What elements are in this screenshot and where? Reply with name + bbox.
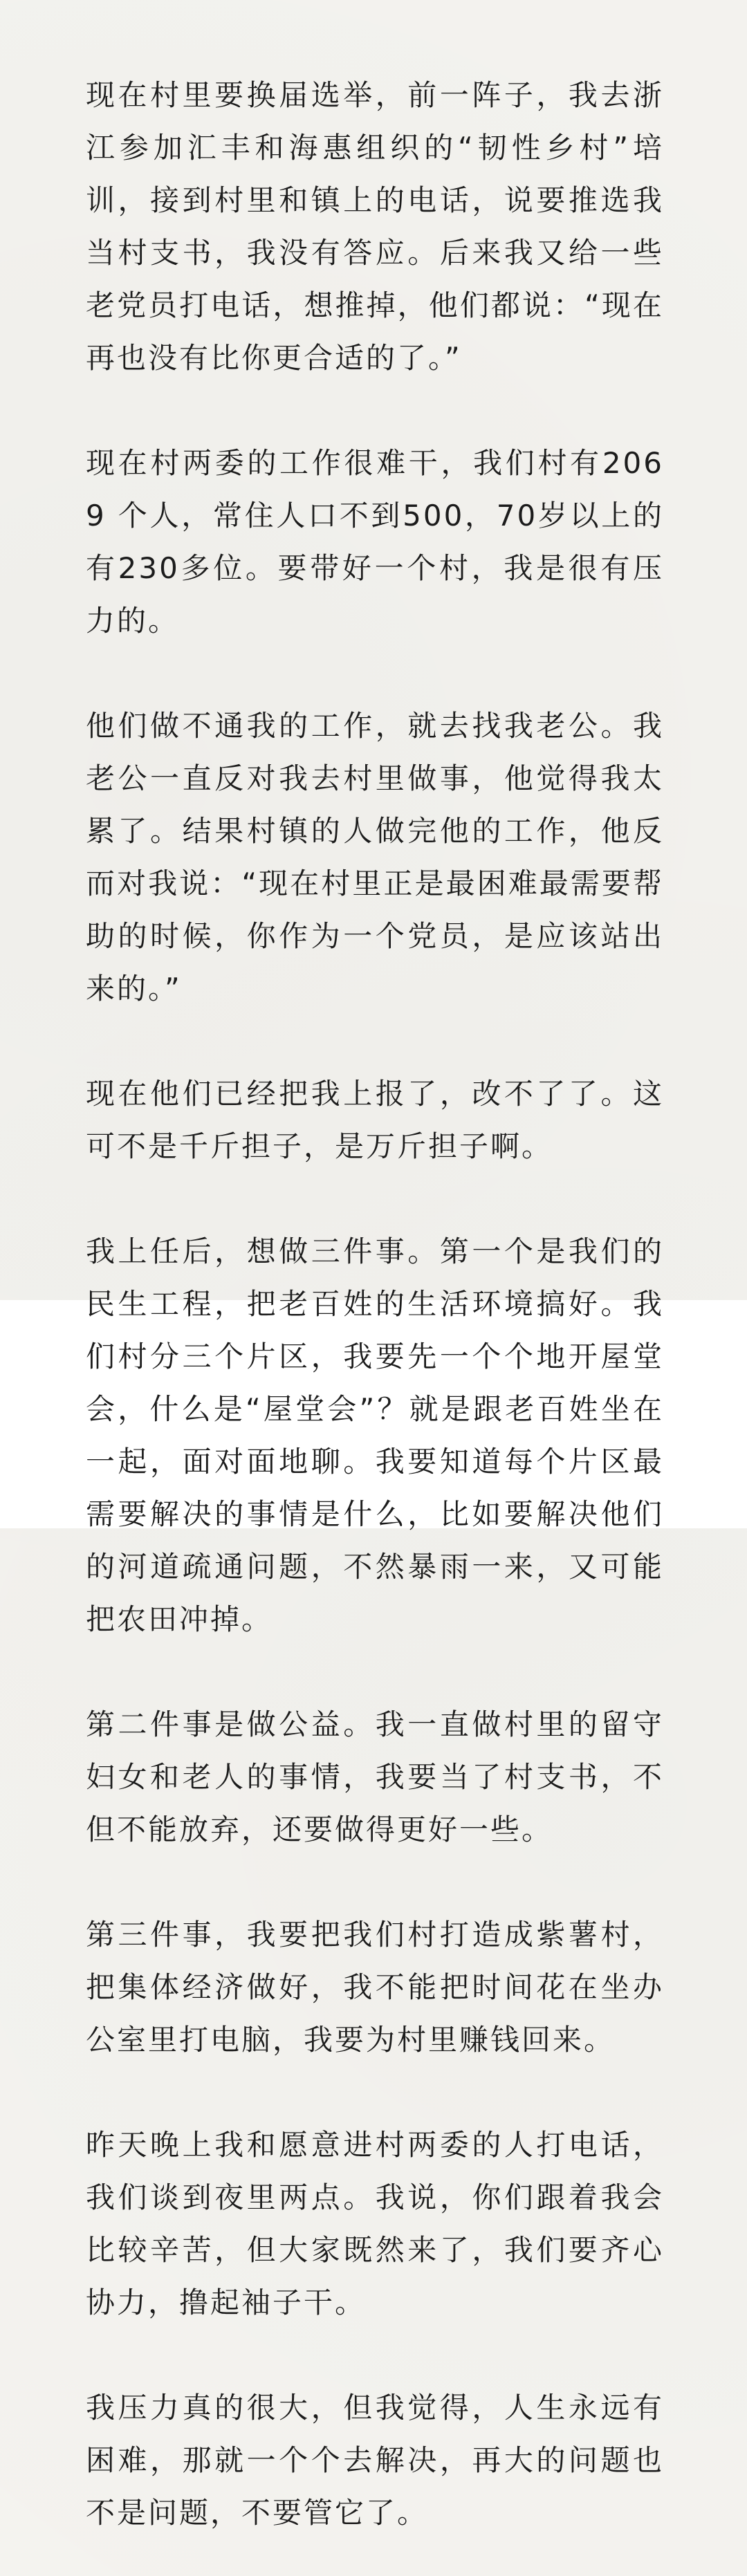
paragraph: 我上任后，想做三件事。第一个是我们的民生工程，把老百姓的生活环境搞好。我们村分三个片区，我要先一个个地开屋堂会，什么是“屋堂会”？就是跟老百姓坐在一起，面对面地聊。我要知道每个片区最需要解决的事情是什么，比如要解决他们的河道疏通问题，不然暴雨一来，又可能把农田冲掉。 bbox=[86, 1234, 664, 1636]
paragraph: 现在村里要换届选举，前一阵子，我去浙江参加汇丰和海惠组织的“韧性乡村”培训，接到村里和镇上的电话，说要推选我当村支书，我没有答应。后来我又给一些老党员打电话，想推掉，他们都说：“现在再也没有比你更合适的了。” bbox=[86, 78, 664, 375]
article-body bbox=[86, 69, 664, 2539]
paragraph: 第三件事，我要把我们村打造成紫薯村，把集体经济做好，我不能把时间花在坐办公室里打电脑，我要为村里赚钱回来。 bbox=[86, 1918, 664, 2057]
paragraph: 现在村两委的工作很难干，我们村有2069 个人，常住人口不到500，70岁以上的有230多位。要带好一个村，我是很有压力的。 bbox=[86, 446, 664, 638]
paragraph: 昨天晚上我和愿意进村两委的人打电话，我们谈到夜里两点。我说，你们跟着我会比较辛苦，但大家既然来了，我们要齐心协力，撸起袖子干。 bbox=[86, 2128, 664, 2319]
paragraph: 我压力真的很大，但我觉得，人生永远有困难，那就一个个去解决，再大的问题也不是问题，不要管它了。 bbox=[86, 2391, 664, 2530]
paragraph: 现在他们已经把我上报了，改不了了。这可不是千斤担子，是万斤担子啊。 bbox=[86, 1077, 664, 1163]
paragraph: 他们做不通我的工作，就去找我老公。我老公一直反对我去村里做事，他觉得我太累了。结果村镇的人做完他的工作，他反而对我说：“现在村里正是最困难最需要帮助的时候，你作为一个党员，是应该站出来的。” bbox=[86, 709, 664, 1006]
paragraph: 第二件事是做公益。我一直做村里的留守妇女和老人的事情，我要当了村支书，不但不能放弃，还要做得更好一些。 bbox=[86, 1707, 664, 1846]
